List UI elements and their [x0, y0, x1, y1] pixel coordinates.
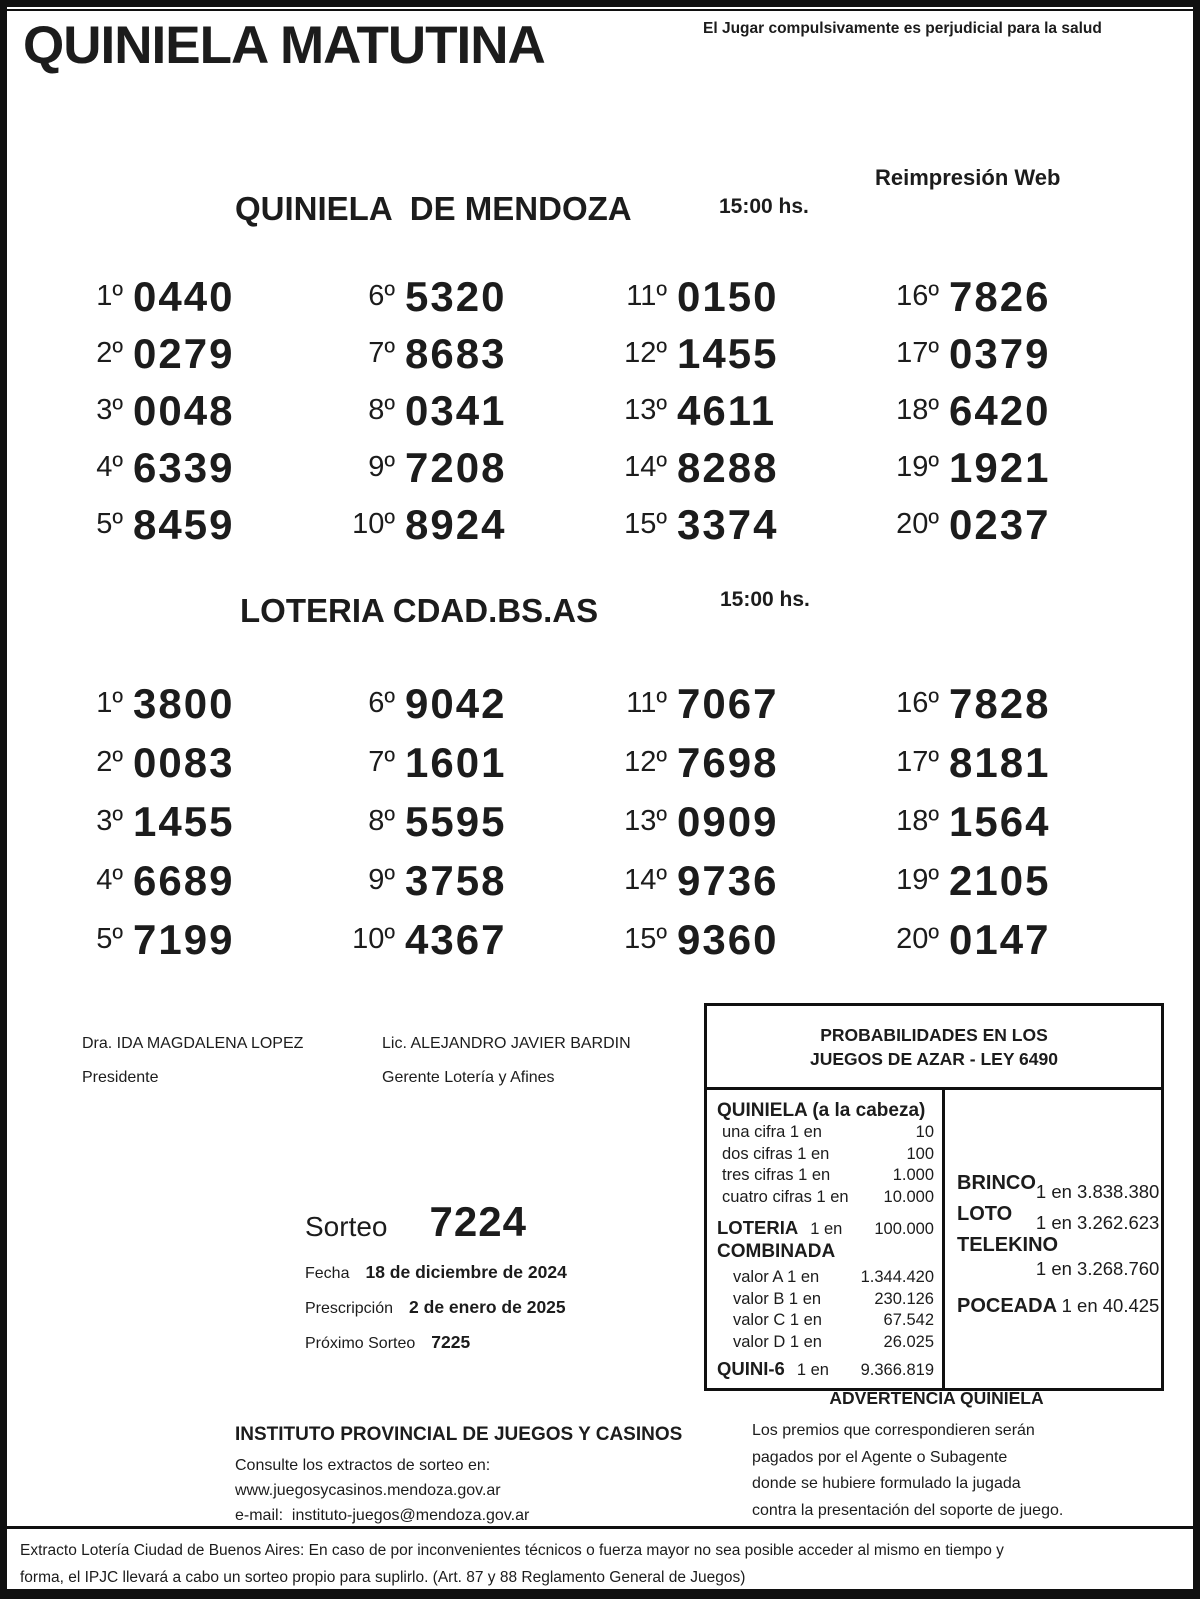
- advertencia-line: contra la presentación del soporte de juego.: [752, 1501, 1064, 1519]
- result-cell: [65, 674, 337, 733]
- result-number: 3374: [677, 500, 779, 548]
- result-position: 19º: [896, 451, 939, 483]
- result-number: 1921: [949, 443, 1051, 491]
- result-position: 12º: [624, 337, 667, 369]
- loteria-odds-label: LOTERIA: [717, 1217, 799, 1238]
- odds-row: [717, 1310, 934, 1332]
- loto-odds: [957, 1203, 1160, 1233]
- result-cell: [337, 910, 609, 969]
- result-number: 8683: [405, 329, 507, 377]
- result-position: 7º: [368, 746, 395, 778]
- result-position: 9º: [368, 864, 395, 896]
- result-cell: [609, 851, 881, 910]
- advertencia-lines: [704, 1418, 1169, 1524]
- result-cell: [337, 851, 609, 910]
- instituto-block: [235, 1424, 682, 1528]
- result-position: 7º: [368, 337, 395, 369]
- result-position: 10º: [352, 508, 395, 540]
- official-name: Dra. IDA MAGDALENA LOPEZ: [82, 1035, 304, 1052]
- result-cell: [881, 733, 1153, 792]
- proximo-label: Próximo Sorteo: [305, 1335, 416, 1352]
- results-grid-bsas: [65, 674, 1153, 969]
- proximo-sorteo-row: [305, 1332, 470, 1353]
- result-cell: [65, 268, 337, 325]
- result-number: 7208: [405, 443, 507, 491]
- odds-value: 67.542: [883, 1311, 934, 1329]
- result-number: 5595: [405, 797, 507, 845]
- result-cell: [609, 910, 881, 969]
- official: [82, 1035, 382, 1087]
- quini6-odds-value: 9.366.819: [860, 1361, 934, 1379]
- result-number: 0147: [949, 915, 1051, 963]
- result-position: 13º: [624, 805, 667, 837]
- odds-label: cuatro cifras 1 en: [722, 1187, 849, 1206]
- poceada-label: POCEADA: [957, 1295, 1058, 1317]
- result-number: 3800: [133, 679, 235, 727]
- result-cell: [881, 851, 1153, 910]
- telekino-label: TELEKINO: [957, 1234, 1059, 1256]
- result-number: 0379: [949, 329, 1051, 377]
- result-position: 18º: [896, 805, 939, 837]
- loteria-odds-row: [717, 1217, 934, 1239]
- probabilities-title-line1: PROBABILIDADES EN LOS: [820, 1025, 1048, 1045]
- sorteo-label: Sorteo: [305, 1211, 388, 1242]
- result-cell: [609, 382, 881, 439]
- odds-row: [717, 1332, 934, 1354]
- prescripcion-label: Prescripción: [305, 1300, 394, 1317]
- probabilities-title-line2: JUEGOS DE AZAR - LEY 6490: [810, 1049, 1058, 1069]
- odds-label: una cifra 1 en: [722, 1123, 822, 1141]
- fecha-value: 18 de diciembre de 2024: [365, 1262, 567, 1282]
- result-number: 6420: [949, 386, 1051, 434]
- result-position: 11º: [626, 687, 667, 719]
- prescripcion-value: 2 de enero de 2025: [409, 1297, 566, 1317]
- probabilities-box: [704, 1003, 1164, 1391]
- odds-row: [717, 1144, 934, 1166]
- result-number: 8459: [133, 500, 235, 548]
- official-role: Gerente Lotería y Afines: [382, 1069, 555, 1086]
- loto-label: LOTO: [957, 1203, 1013, 1225]
- official-name: Lic. ALEJANDRO JAVIER BARDIN: [382, 1035, 631, 1052]
- sorteo-line: [305, 1198, 527, 1246]
- result-cell: [337, 674, 609, 733]
- draw-title-bsas: LOTERIA CDAD.BS.AS: [240, 592, 599, 629]
- result-cell: [881, 792, 1153, 851]
- result-number: 0341: [405, 386, 507, 434]
- result-position: 10º: [352, 923, 395, 955]
- probabilities-right-column: [945, 1090, 1169, 1388]
- odds-label: valor B 1 en: [733, 1289, 822, 1308]
- odds-value: 10.000: [883, 1187, 934, 1206]
- odds-row: [717, 1122, 934, 1144]
- result-cell: [337, 496, 609, 553]
- result-number: 7698: [677, 738, 779, 786]
- result-number: 0048: [133, 386, 235, 434]
- result-number: 1455: [133, 797, 235, 845]
- fecha-label: Fecha: [305, 1265, 350, 1282]
- draw-time-bsas: 15:00 hs.: [720, 588, 810, 611]
- result-position: 2º: [96, 337, 123, 369]
- result-cell: [65, 439, 337, 496]
- result-cell: [881, 439, 1153, 496]
- quiniela-odds-rows: [717, 1122, 934, 1208]
- result-number: 7828: [949, 679, 1051, 727]
- odds-value: 26.025: [883, 1332, 934, 1351]
- odds-label: dos cifras 1 en: [722, 1144, 830, 1163]
- loto-value: 1 en 3.262.623: [1035, 1212, 1160, 1233]
- result-position: 8º: [368, 394, 395, 426]
- poceada-value: 1 en 40.425: [1061, 1295, 1160, 1316]
- result-cell: [65, 851, 337, 910]
- combinada-odds-header: COMBINADA: [717, 1241, 836, 1262]
- result-cell: [609, 325, 881, 382]
- result-number: 0909: [677, 797, 779, 845]
- footer-note-line2: forma, el IPJC llevará a cabo un sorteo propio para suplirlo. (Art. 87 y 88 Reglamento General de Juegos): [20, 1569, 746, 1586]
- result-number: 5320: [405, 272, 507, 320]
- quini6-odds-mid: 1 en: [796, 1361, 829, 1379]
- result-number: 4611: [677, 386, 777, 434]
- result-position: 17º: [896, 337, 939, 369]
- result-position: 19º: [896, 864, 939, 896]
- result-position: 5º: [96, 923, 123, 955]
- footer-separator: [7, 1526, 1193, 1529]
- result-position: 6º: [368, 687, 395, 719]
- result-cell: [881, 910, 1153, 969]
- instituto-website: www.juegosycasinos.mendoza.gov.ar: [235, 1482, 501, 1499]
- loteria-odds-value: 100.000: [874, 1220, 934, 1238]
- advertencia-line: pagados por el Agente o Subagente: [752, 1448, 1008, 1466]
- result-cell: [881, 325, 1153, 382]
- odds-row: [717, 1267, 934, 1289]
- odds-value: 10: [915, 1123, 934, 1141]
- result-cell: [337, 268, 609, 325]
- page-title: QUINIELA MATUTINA: [23, 16, 545, 75]
- probabilities-left-column: [707, 1090, 945, 1388]
- result-position: 4º: [96, 864, 123, 896]
- quini6-odds-row: [717, 1358, 934, 1380]
- result-cell: [65, 325, 337, 382]
- result-number: 8288: [677, 443, 779, 491]
- odds-value: 230.126: [874, 1289, 934, 1308]
- result-position: 14º: [624, 864, 667, 896]
- result-cell: [609, 792, 881, 851]
- officials-block: [82, 1035, 682, 1087]
- draw-title-mendoza: QUINIELA DE MENDOZA: [235, 190, 632, 227]
- result-number: 8924: [405, 500, 507, 548]
- result-cell: [65, 733, 337, 792]
- advertencia-line: donde se hubiere formulado la jugada: [752, 1475, 1021, 1492]
- footer-note-line1: Extracto Lotería Ciudad de Buenos Aires: En caso de por inconvenientes técnicos o fuerza mayor no sea posible acceder al mismo en tiempo y: [20, 1542, 1004, 1559]
- fecha-row: [305, 1262, 567, 1283]
- result-cell: [609, 733, 881, 792]
- result-position: 9º: [368, 451, 395, 483]
- odds-label: tres cifras 1 en: [722, 1166, 831, 1184]
- result-number: 0440: [133, 272, 235, 320]
- result-position: 6º: [368, 280, 395, 312]
- poceada-odds: [957, 1295, 1159, 1318]
- result-position: 13º: [624, 394, 667, 426]
- advertencia-block: [704, 1388, 1169, 1524]
- result-position: 17º: [896, 746, 939, 778]
- probabilities-title: [707, 1006, 1161, 1090]
- result-cell: [609, 496, 881, 553]
- result-position: 5º: [96, 508, 123, 540]
- result-position: 15º: [624, 923, 667, 955]
- result-position: 20º: [896, 923, 939, 955]
- result-cell: [337, 325, 609, 382]
- advertencia-title: ADVERTENCIA QUINIELA: [829, 1388, 1044, 1408]
- result-cell: [65, 496, 337, 553]
- odds-value: 100: [906, 1144, 934, 1163]
- result-cell: [609, 268, 881, 325]
- result-cell: [881, 674, 1153, 733]
- advertencia-line: Los premios que correspondieren serán: [752, 1422, 1035, 1439]
- telekino-value: 1 en 3.268.760: [1035, 1258, 1160, 1279]
- result-cell: [65, 792, 337, 851]
- result-cell: [337, 733, 609, 792]
- result-number: 0083: [133, 738, 235, 786]
- results-grid-mendoza: [65, 268, 1153, 553]
- result-position: 16º: [896, 280, 939, 312]
- brinco-value: 1 en 3.838.380: [1035, 1181, 1160, 1202]
- result-cell: [609, 439, 881, 496]
- brinco-label: BRINCO: [957, 1172, 1036, 1194]
- odds-row: [717, 1187, 934, 1209]
- result-position: 2º: [96, 746, 123, 778]
- instituto-email: e-mail: instituto-juegos@mendoza.gov.ar: [235, 1507, 530, 1524]
- result-number: 0237: [949, 500, 1051, 548]
- result-number: 9736: [677, 856, 779, 904]
- result-position: 16º: [896, 687, 939, 719]
- result-number: 6689: [133, 856, 235, 904]
- reprint-label: Reimpresión Web: [875, 165, 1061, 190]
- health-warning: El Jugar compulsivamente es perjudicial para la salud: [703, 20, 1102, 37]
- result-position: 1º: [96, 687, 123, 719]
- result-number: 7067: [677, 679, 779, 727]
- result-number: 6339: [133, 443, 235, 491]
- result-position: 15º: [624, 508, 667, 540]
- result-number: 1601: [405, 738, 507, 786]
- result-cell: [337, 792, 609, 851]
- result-number: 1564: [949, 797, 1051, 845]
- result-position: 11º: [626, 280, 667, 312]
- result-position: 3º: [96, 805, 123, 837]
- footer-note: [20, 1537, 1185, 1591]
- result-number: 3758: [405, 856, 507, 904]
- result-position: 4º: [96, 451, 123, 483]
- result-number: 2105: [949, 856, 1051, 904]
- odds-label: valor A 1 en: [733, 1268, 820, 1286]
- result-position: 8º: [368, 805, 395, 837]
- result-number: 8181: [949, 738, 1051, 786]
- probabilities-body: [707, 1090, 1161, 1388]
- result-number: 7199: [133, 915, 235, 963]
- result-position: 1º: [96, 280, 123, 312]
- odds-label: valor D 1 en: [733, 1332, 822, 1351]
- odds-value: 1.344.420: [860, 1268, 934, 1286]
- odds-value: 1.000: [892, 1166, 934, 1184]
- telekino-odds: [957, 1234, 1159, 1280]
- result-cell: [337, 439, 609, 496]
- result-position: 12º: [624, 746, 667, 778]
- result-cell: [65, 382, 337, 439]
- top-rule: [7, 9, 1193, 11]
- odds-row: [717, 1289, 934, 1311]
- result-cell: [65, 910, 337, 969]
- result-number: 4367: [405, 915, 507, 963]
- result-position: 3º: [96, 394, 123, 426]
- brinco-odds: [957, 1172, 1160, 1202]
- quiniela-odds-header: QUINIELA (a la cabeza): [717, 1100, 926, 1121]
- result-number: 9042: [405, 679, 507, 727]
- result-position: 14º: [624, 451, 667, 483]
- result-number: 1455: [677, 329, 779, 377]
- draw-time-mendoza: 15:00 hs.: [719, 195, 809, 218]
- quini6-odds-label: QUINI-6: [717, 1358, 785, 1379]
- prescripcion-row: [305, 1297, 566, 1318]
- instituto-name: INSTITUTO PROVINCIAL DE JUEGOS Y CASINOS: [235, 1424, 683, 1445]
- result-cell: [881, 382, 1153, 439]
- result-number: 9360: [677, 915, 779, 963]
- odds-label: valor C 1 en: [733, 1311, 822, 1329]
- result-number: 0279: [133, 329, 235, 377]
- sorteo-number: 7224: [429, 1198, 527, 1245]
- combinada-odds-rows: [717, 1267, 934, 1353]
- official: [382, 1035, 682, 1087]
- result-cell: [337, 382, 609, 439]
- official-role: Presidente: [82, 1069, 159, 1086]
- odds-row: [717, 1165, 934, 1187]
- result-position: 20º: [896, 508, 939, 540]
- instituto-consulte-line: Consulte los extractos de sorteo en:: [235, 1457, 491, 1474]
- result-number: 7826: [949, 272, 1051, 320]
- loteria-odds-mid: 1 en: [810, 1220, 843, 1238]
- result-position: 18º: [896, 394, 939, 426]
- result-cell: [881, 496, 1153, 553]
- result-cell: [609, 674, 881, 733]
- proximo-value: 7225: [431, 1332, 471, 1352]
- result-number: 0150: [677, 272, 779, 320]
- result-cell: [881, 268, 1153, 325]
